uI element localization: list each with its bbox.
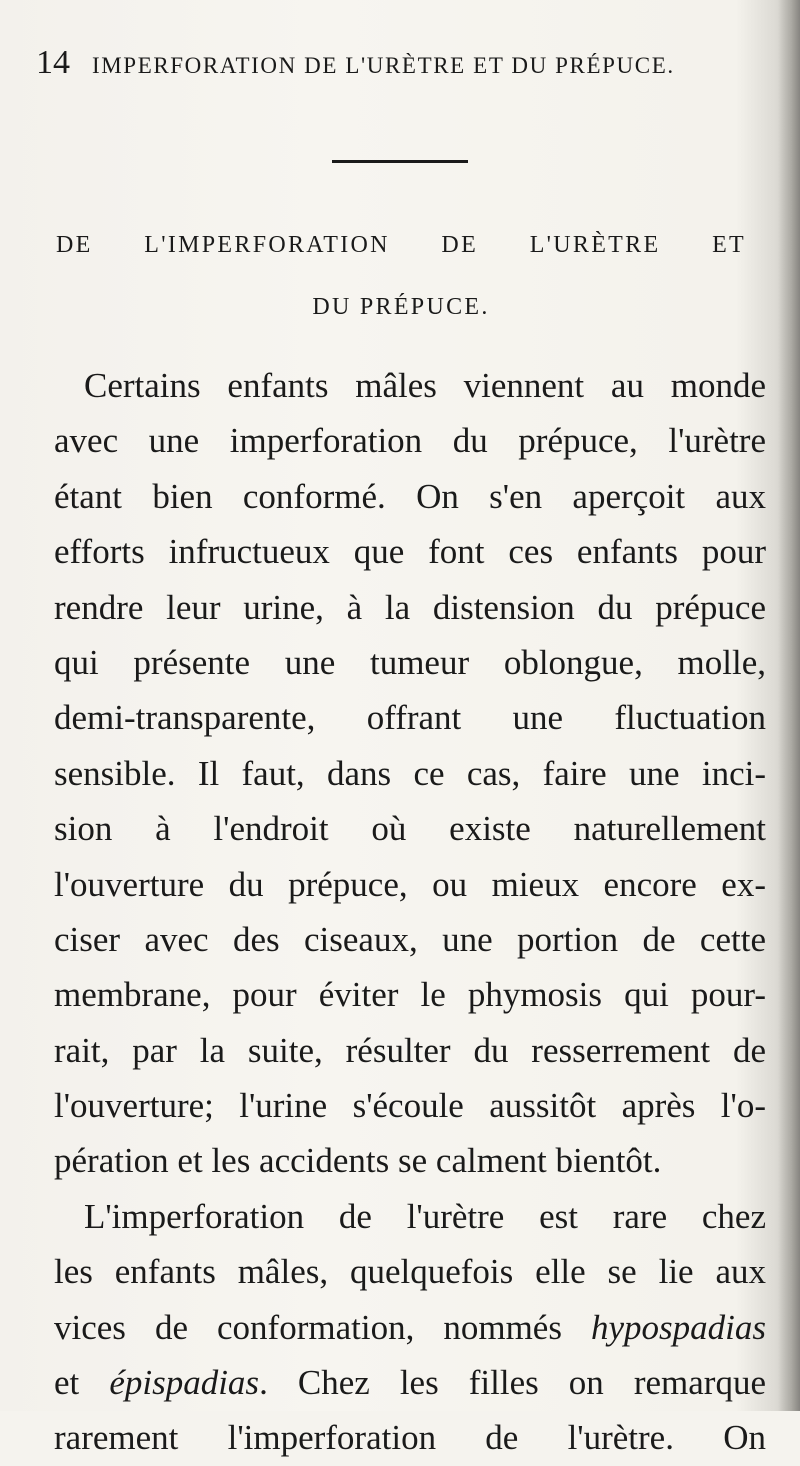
section-title-line-1: DE L'IMPERFORATION DE L'URÈTRE ET: [56, 232, 746, 258]
page-edge-shadow: [778, 0, 800, 1411]
page-number: 14: [36, 44, 70, 81]
text-line: rarement l'imperforation de l'urètre. On: [54, 1418, 766, 1458]
text-line: avec une imperforation du prépuce, l'urètre: [54, 421, 766, 461]
text-line: sion à l'endroit où existe naturellement: [54, 809, 766, 849]
section-divider-rule: [332, 160, 468, 163]
text-line: sensible. Il faut, dans ce cas, faire une inci-: [54, 753, 766, 793]
text-line: efforts infructueux que font ces enfants pour: [54, 532, 766, 572]
page-header: [36, 44, 756, 92]
text-line: l'ouverture; l'urine s'écoule aussitôt après l'o-: [54, 1086, 766, 1126]
text-line: l'ouverture du prépuce, ou mieux encore ex-: [54, 864, 766, 904]
body-text: [54, 358, 766, 1466]
text-line: les enfants mâles, quelquefois elle se lie aux: [54, 1252, 766, 1292]
text-line: pération et les accidents se calment bientôt.: [54, 1141, 662, 1181]
text-line: ciser avec des ciseaux, une portion de cette: [54, 919, 766, 959]
text-line: Certains enfants mâles viennent au monde: [84, 366, 766, 405]
italic-term: épispadias: [109, 1363, 260, 1403]
text-line-with-italic: [54, 1300, 766, 1355]
text-line: étant bien conformé. On s'en aperçoit aux: [54, 476, 766, 516]
running-head: IMPERFORATION DE L'URÈTRE ET DU PRÉPUCE.: [92, 53, 675, 78]
section-title-line-2: DU PRÉPUCE.: [312, 294, 490, 320]
text-line: demi-transparente, offrant une fluctuation: [54, 698, 766, 738]
italic-term: hypospadias: [591, 1307, 766, 1347]
text-run: et: [54, 1363, 110, 1403]
text-line: qui présente une tumeur oblongue, molle,: [54, 642, 766, 682]
text-line: rendre leur urine, à la distension du prépuce: [54, 587, 766, 627]
text-run: . Chez les filles on remarque: [259, 1363, 767, 1403]
text-line-with-italic: [54, 1355, 766, 1410]
text-line: rait, par la suite, résulter du resserrement de: [54, 1030, 766, 1070]
text-line: membrane, pour éviter le phymosis qui pour-: [54, 975, 766, 1015]
section-title: [56, 214, 746, 338]
text-line: L'imperforation de l'urètre est rare chez: [84, 1196, 766, 1236]
text-run: vices de conformation, nommés: [54, 1307, 591, 1347]
